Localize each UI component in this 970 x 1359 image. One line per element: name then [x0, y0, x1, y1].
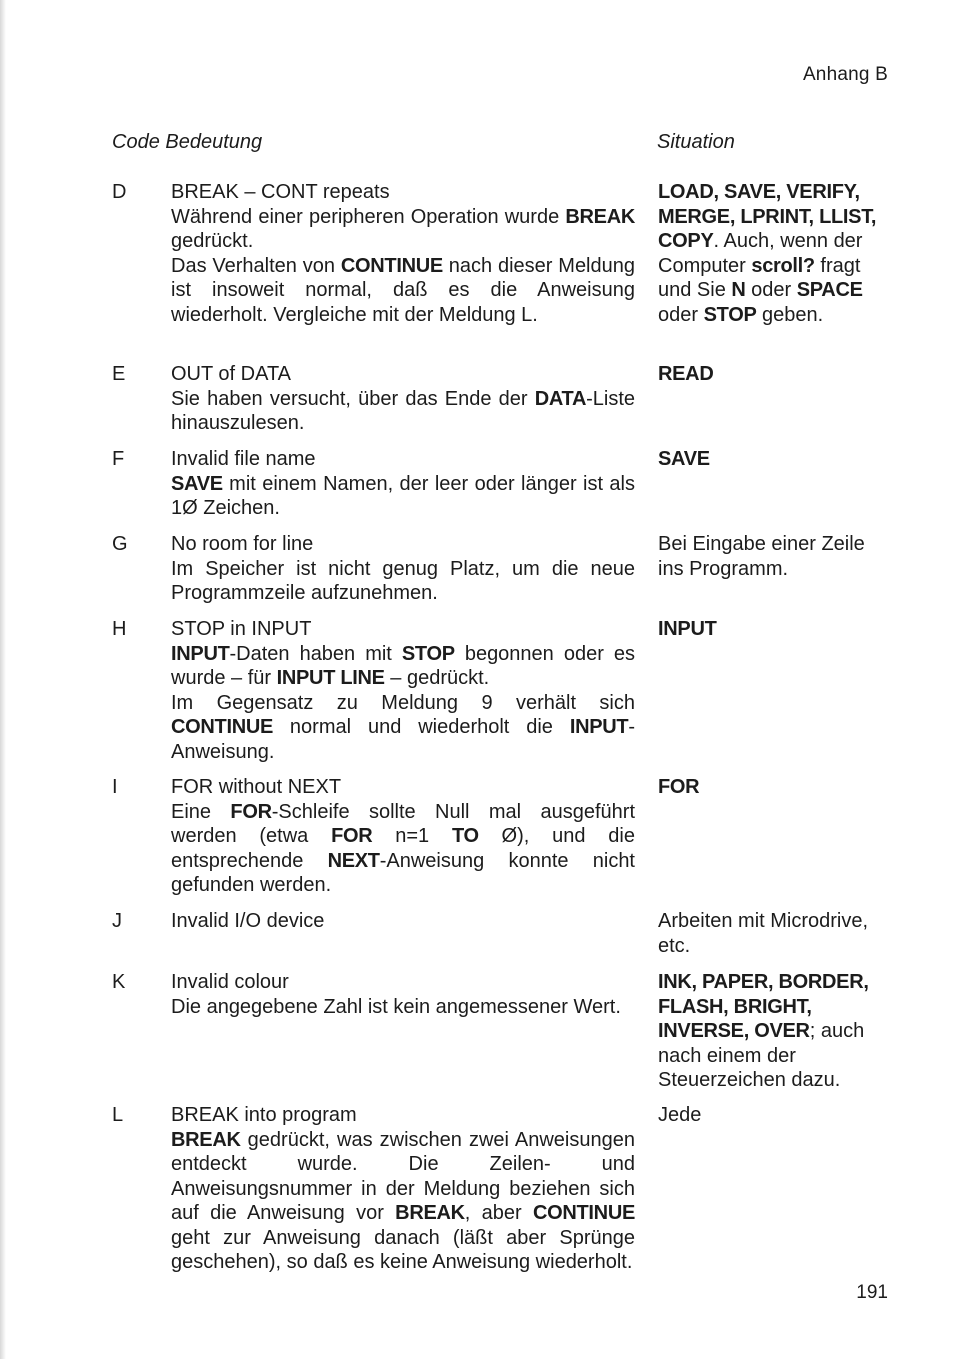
error-code: I [112, 776, 118, 798]
text-run: Jede [658, 1104, 702, 1126]
text-run: oder [658, 303, 704, 326]
error-situation [658, 447, 890, 472]
text-run: . Auch, wenn der Computer [658, 230, 863, 277]
error-meaning [171, 970, 635, 1019]
text-run: Während einer peripheren Operation wurde [171, 205, 566, 228]
text-run: geht zur Anweisung danach (läßt aber Sprünge geschehen), so daß es keine Anweisung wiederholt. [171, 1226, 635, 1273]
text-run: Ø), und die entsprechende [171, 825, 635, 872]
text-run: mit einem Namen, der leer oder länger ist als 1Ø Zeichen. [171, 472, 635, 519]
keyword-text: SPACE [796, 279, 863, 301]
error-situation [658, 532, 890, 581]
text-run: nach dieser Meldung ist insoweit normal, daß es die Anweisung wiederholt. Vergleiche mit der Meldung L. [171, 254, 635, 326]
text-run: Bei Eingabe einer Zeile ins Programm. [658, 533, 865, 580]
error-code: E [112, 363, 126, 385]
error-situation [658, 180, 890, 327]
page-number: 191 [856, 1282, 888, 1303]
error-meaning [171, 180, 635, 327]
keyword-text: N [731, 279, 746, 301]
error-description [171, 387, 635, 436]
text-run: Im Speicher ist nicht genug Platz, um die neue Programmzeile aufzunehmen. [171, 557, 635, 604]
error-description [171, 642, 635, 765]
error-meaning [171, 1103, 635, 1275]
text-run: -Anweisung. [171, 716, 635, 763]
text-run: -Anweisung konnte nicht gefunden werden. [171, 849, 635, 896]
error-message: FOR without NEXT [171, 776, 342, 798]
error-description [171, 995, 635, 1020]
keyword-text: DATA [534, 387, 587, 410]
error-code: H [112, 618, 127, 640]
keyword-text: INPUT LINE [276, 667, 385, 689]
text-run: normal und wiederholt die [273, 716, 570, 738]
text-run: Das Verhalten von [171, 254, 341, 277]
text-run: Eine [171, 800, 231, 823]
keyword-text: STOP [703, 303, 757, 326]
page-edge-shadow [0, 0, 6, 1359]
text-run: – gedrückt. [384, 667, 490, 689]
error-meaning [171, 362, 635, 436]
keyword-text: scroll? [751, 254, 815, 277]
error-message: Invalid file name [171, 448, 316, 470]
keyword-text: FOR [658, 776, 700, 798]
error-situation [658, 775, 890, 800]
text-run: Sie haben versucht, über das Ende der [171, 387, 535, 410]
text-run: ; auch nach einem der Steuerzeichen dazu. [658, 1020, 865, 1091]
text-run: gedrückt, was zwischen zwei Anweisungen entdeckt wurde. Die Zeilen- und Anweisungsnummer in der Meldung beziehen sich auf die Anweisung vor [171, 1128, 635, 1224]
error-description [171, 1128, 635, 1275]
keyword-text: READ [658, 363, 714, 385]
keyword-text: SAVE [171, 472, 223, 495]
error-message: BREAK into program [171, 1104, 357, 1126]
keyword-text: CONTINUE [171, 716, 274, 738]
keyword-text: FOR [230, 800, 272, 823]
keyword-text: NEXT [327, 849, 380, 872]
column-header-code-meaning: Code Bedeutung [112, 131, 263, 153]
text-run: fragt und Sie [658, 254, 861, 301]
error-code: K [112, 971, 126, 993]
error-description [171, 472, 635, 521]
text-run: n=1 [372, 825, 452, 847]
error-situation [658, 909, 890, 958]
keyword-text: CONTINUE [532, 1202, 636, 1224]
error-message: OUT of DATA [171, 363, 292, 385]
keyword-text: LOAD, SAVE, VERIFY, MERGE, LPRINT, LLIST, COPY [658, 181, 877, 252]
error-code: L [112, 1104, 124, 1126]
error-code: G [112, 533, 128, 555]
text-run: gedrückt. [171, 230, 254, 252]
error-situation [658, 1103, 890, 1128]
error-description [171, 800, 635, 898]
text-run: geben. [756, 303, 824, 326]
keyword-text: CONTINUE [340, 254, 443, 277]
keyword-text: BREAK [171, 1128, 241, 1151]
running-head: Anhang B [802, 64, 888, 85]
text-run: begonnen oder es wurde – für [171, 642, 635, 689]
text-run: -Daten haben mit [229, 642, 402, 665]
error-message: No room for line [171, 533, 314, 555]
error-meaning [171, 532, 635, 606]
keyword-text: BREAK [565, 205, 635, 228]
text-run: -Liste hinauszulesen. [171, 387, 635, 434]
error-message: BREAK – CONT repeats [171, 181, 390, 203]
keyword-text: SAVE [658, 448, 710, 470]
error-meaning [171, 447, 635, 521]
text-run: -Schleife sollte Null mal ausgeführt werden (etwa [171, 800, 635, 847]
keyword-text: FOR [331, 825, 373, 847]
keyword-text: BREAK [395, 1202, 465, 1224]
text-run: Im Gegensatz zu Meldung 9 verhält sich [171, 691, 635, 714]
error-message: Invalid I/O device [171, 910, 325, 932]
text-run: , aber [464, 1202, 533, 1224]
error-situation [658, 617, 890, 642]
text-run: Die angegebene Zahl ist kein angemessener Wert. [171, 995, 621, 1018]
error-meaning [171, 909, 635, 934]
error-code: J [112, 910, 122, 932]
error-message: Invalid colour [171, 971, 289, 993]
text-run: Arbeiten mit Microdrive, etc. [658, 910, 869, 957]
keyword-text: INK, PAPER, BORDER, FLASH, BRIGHT, INVERSE, OVER [658, 971, 869, 1042]
keyword-text: TO [451, 825, 479, 847]
column-header-situation: Situation [657, 131, 735, 153]
error-situation [658, 362, 890, 387]
text-run: oder [745, 279, 797, 301]
error-description [171, 205, 635, 328]
error-message: STOP in INPUT [171, 618, 312, 640]
error-description [171, 557, 635, 606]
keyword-text: STOP [401, 642, 455, 665]
keyword-text: INPUT [658, 618, 717, 640]
keyword-text: INPUT [171, 642, 230, 665]
keyword-text: INPUT [569, 716, 629, 738]
error-meaning [171, 775, 635, 898]
error-situation [658, 970, 890, 1093]
error-meaning [171, 617, 635, 764]
error-code: F [112, 448, 125, 470]
error-code: D [112, 181, 127, 203]
